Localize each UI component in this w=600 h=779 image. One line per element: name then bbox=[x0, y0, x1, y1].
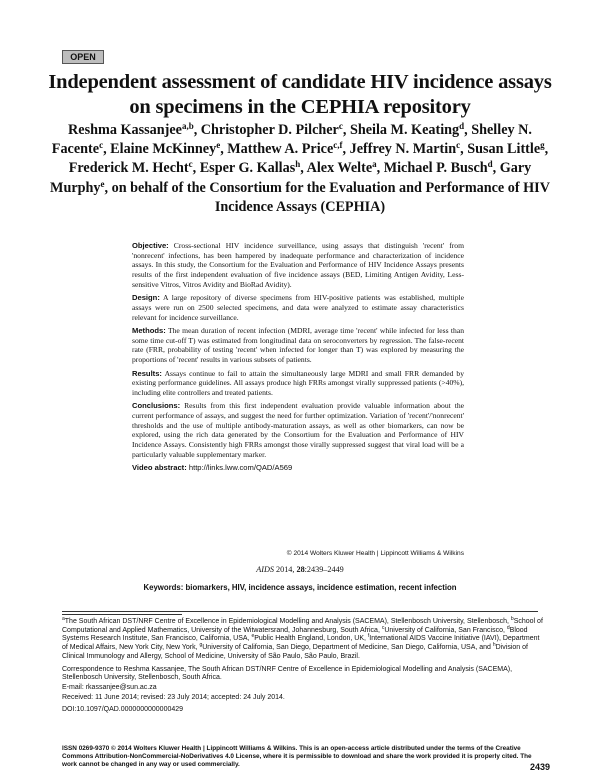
abstract-conclusions bbox=[132, 401, 464, 459]
footnote-divider-short bbox=[62, 614, 182, 615]
abstract-objective bbox=[132, 241, 464, 290]
author-affiliation-marker: c bbox=[99, 140, 104, 151]
author-name: Jeffrey N. Martin bbox=[349, 141, 457, 158]
affiliation-text: Public Health England, London, UK, bbox=[254, 635, 368, 643]
author-list bbox=[40, 121, 560, 217]
abstract-design bbox=[132, 293, 464, 322]
keywords-label: Keywords: bbox=[143, 583, 184, 592]
copyright-line: © 2014 Wolters Kluwer Health | Lippincott Williams & Wilkins bbox=[286, 550, 464, 557]
affiliation-marker: e bbox=[251, 633, 255, 640]
affiliation-text: School of Computational and Applied Mathematics, University of the Witwatersrand, Johannesburg, South Africa, bbox=[62, 618, 543, 634]
citation-volume: 28 bbox=[296, 565, 305, 574]
citation-pages: :2439–2449 bbox=[304, 565, 344, 574]
affiliation-marker: d bbox=[506, 624, 510, 631]
author-separator: , bbox=[376, 160, 384, 177]
author-affiliation-marker: d bbox=[487, 159, 493, 170]
author-affiliation-marker: c bbox=[456, 140, 461, 151]
author-name: Elaine McKinney bbox=[110, 141, 217, 158]
objective-label: Objective: bbox=[132, 241, 169, 250]
results-text: Assays continue to fail to attain the simultaneously large MDRI and small FRR demanded by existing performance guidelines. All assays produce high FRRs amongst virally suppressed patients (>40%), including elite controllers and treated patients. bbox=[132, 368, 464, 397]
affiliation-marker: c bbox=[381, 624, 385, 631]
author-separator: , bbox=[193, 122, 201, 138]
consortium-statement: on behalf of the Consortium for the Evaluation and Performance of HIV Incidence Assays (CEPHIA) bbox=[111, 179, 550, 215]
email: E-mail: rkassanjee@sun.ac.za bbox=[62, 683, 157, 691]
video-abstract bbox=[132, 463, 464, 473]
author-separator: , bbox=[192, 160, 200, 177]
footnotes bbox=[62, 618, 546, 716]
author-name: Matthew A. Price bbox=[227, 141, 334, 158]
received-dates: Received: 11 June 2014; revised: 23 July 2014; accepted: 24 July 2014. bbox=[62, 693, 285, 701]
open-access-badge: OPEN bbox=[62, 50, 104, 64]
article-title: Independent assessment of candidate HIV incidence assays on specimens in the CEPHIA repository bbox=[48, 71, 552, 118]
author-name: Christopher D. Pilcher bbox=[200, 122, 339, 138]
author-separator: , bbox=[103, 141, 111, 158]
video-abstract-label: Video abstract: bbox=[132, 463, 187, 473]
affiliation-marker: g bbox=[199, 642, 203, 649]
author-affiliation-marker: c bbox=[338, 121, 343, 131]
author-separator: , bbox=[220, 141, 228, 158]
affiliation-marker: b bbox=[510, 616, 514, 622]
author-name: Frederick M. Hecht bbox=[68, 160, 189, 177]
author-affiliation-marker: g bbox=[540, 140, 545, 151]
author-separator: , bbox=[544, 141, 549, 158]
author-name: Michael P. Busch bbox=[383, 160, 488, 177]
affiliation-marker: f bbox=[367, 633, 370, 640]
affiliation-text: University of California, San Diego, Department of Medicine, San Diego, California, USA, and bbox=[202, 644, 493, 652]
author-separator: , bbox=[492, 160, 500, 177]
keywords bbox=[130, 583, 470, 593]
abstract-results bbox=[132, 369, 464, 398]
author-separator: , bbox=[342, 122, 350, 138]
author-affiliation-marker: e bbox=[100, 178, 105, 189]
footnote-divider bbox=[62, 611, 538, 612]
doi[interactable]: DOI:10.1097/QAD.0000000000000429 bbox=[62, 706, 184, 714]
author-separator: , bbox=[460, 141, 468, 158]
author-affiliation-marker: a,b bbox=[181, 121, 194, 131]
methods-label: Methods: bbox=[132, 326, 166, 335]
affiliation-text: Division of Clinical Immunology and Allergy, School of Medicine, University of São Paulo, São Paulo, Brazil. bbox=[62, 644, 528, 660]
conclusions-label: Conclusions: bbox=[132, 401, 181, 411]
affiliation-marker: h bbox=[492, 642, 496, 649]
author-name: Gary Murphy bbox=[50, 160, 532, 196]
correspondence: Correspondence to Reshma Kassanjee, The South African DST/NRF Centre of Excellence in Epidemiological Modelling and Analysis (SACEMA), Stellenbosch University, Stellenbosch, South Africa. bbox=[62, 665, 513, 682]
author-affiliation-marker: e bbox=[216, 140, 221, 151]
conclusions-text: Results from this first independent evaluation provide valuable information about the current performance of assays, and suggest the need for further optimization. Variation of 'recent'/'nonrecent' thresholds and the use of multiple antibody-maturation assays, as well as other biomarkers, can now be explored, using the rich data generated by the Consortium for the Evaluation and Performance of HIV Incidence Assays. Consistently high FRRs amongst those virally suppressed suggest that viral load will be a particularly valuable supplementary marker. bbox=[132, 401, 464, 459]
author-separator: , bbox=[300, 160, 307, 177]
affiliation-text: Blood Systems Research Institute, San Francisco, California, USA, bbox=[62, 626, 528, 643]
affiliation-text: International AIDS Vaccine Initiative (IAVI), Department of Medical Affairs, New York City, New York, bbox=[62, 635, 540, 652]
author-affiliation-marker: c,f bbox=[333, 140, 343, 151]
citation-year: 2014, bbox=[276, 565, 295, 574]
abstract bbox=[132, 241, 464, 477]
objective-text: Cross-sectional HIV incidence surveillance, using assays that distinguish 'recent' from 'nonrecent' infections, has been hampered by inadequate performance and characterization of incidence assays. In this study, the Consortium for the Evaluation and Performance of HIV Incidence Assays presents results of the first independent evaluation of five incidence assays (BED, Limiting Antigen Avidity, Less-sensitive Vitros, Vitros Avidity and BioRad Avidity). bbox=[132, 241, 464, 289]
author-name: Alex Welte bbox=[306, 160, 373, 177]
author-affiliation-marker: a bbox=[372, 159, 377, 170]
journal-name: AIDS bbox=[256, 565, 274, 574]
author-name: Sheila M. Keating bbox=[349, 122, 460, 138]
affiliation-text: University of California, San Francisco, bbox=[384, 626, 507, 634]
video-abstract-link[interactable]: http://links.lww.com/QAD/A569 bbox=[188, 463, 293, 473]
author-separator: , bbox=[104, 179, 112, 196]
affiliations bbox=[62, 618, 546, 662]
results-label: Results: bbox=[132, 368, 162, 378]
author-name: Reshma Kassanjee bbox=[68, 122, 182, 138]
author-separator: , bbox=[342, 141, 350, 158]
keywords-text: biomarkers, HIV, incidence assays, incidence estimation, recent infection bbox=[185, 583, 457, 592]
author-affiliation-marker: c bbox=[188, 159, 193, 170]
author-name: Susan Little bbox=[467, 141, 541, 158]
affiliation-text: The South African DST/NRF Centre of Excellence in Epidemiological Modelling and Analysis (SACEMA), Stellenbosch University, Stellenbosch, bbox=[64, 618, 511, 625]
journal-citation bbox=[180, 565, 420, 575]
affiliation-marker: a bbox=[62, 616, 65, 622]
author-separator: , bbox=[464, 122, 472, 138]
page-number: 2439 bbox=[529, 762, 550, 772]
abstract-methods bbox=[132, 326, 464, 365]
author-affiliation-marker: h bbox=[295, 159, 301, 170]
design-label: Design: bbox=[132, 293, 160, 303]
design-text: A large repository of diverse specimens from HIV-positive patients was established, multiple assays were run on 2500 selected specimens, and data were analyzed to estimate assay characteristics relevant for incidence surveillance. bbox=[132, 293, 464, 322]
author-affiliation-marker: d bbox=[459, 121, 465, 131]
license-statement: ISSN 0269-9370 © 2014 Wolters Kluwer Health | Lippincott Williams & Wilkins. This is an open-access article distributed under the terms of the Creative Commons Attribution-NonCommercial-NoDerivatives 4.0 License, where it is permissible to download and share the work provided it is properly cited. The work cannot be changed in any way or used commercially. bbox=[62, 745, 532, 768]
methods-text: The mean duration of recent infection (MDRI, average time 'recent' while infected for less than some time cut-off T) was estimated from longitudinal data on seroconverters by regression. The false-recent rate (FRR, probability of testing 'recent' when infected for longer than T) was explored by measuring the proportions of 'recent' results in various subsets of patients. bbox=[132, 326, 464, 365]
author-name: Esper G. Kallas bbox=[199, 160, 296, 177]
author-name: Shelley N. Facente bbox=[51, 122, 532, 158]
